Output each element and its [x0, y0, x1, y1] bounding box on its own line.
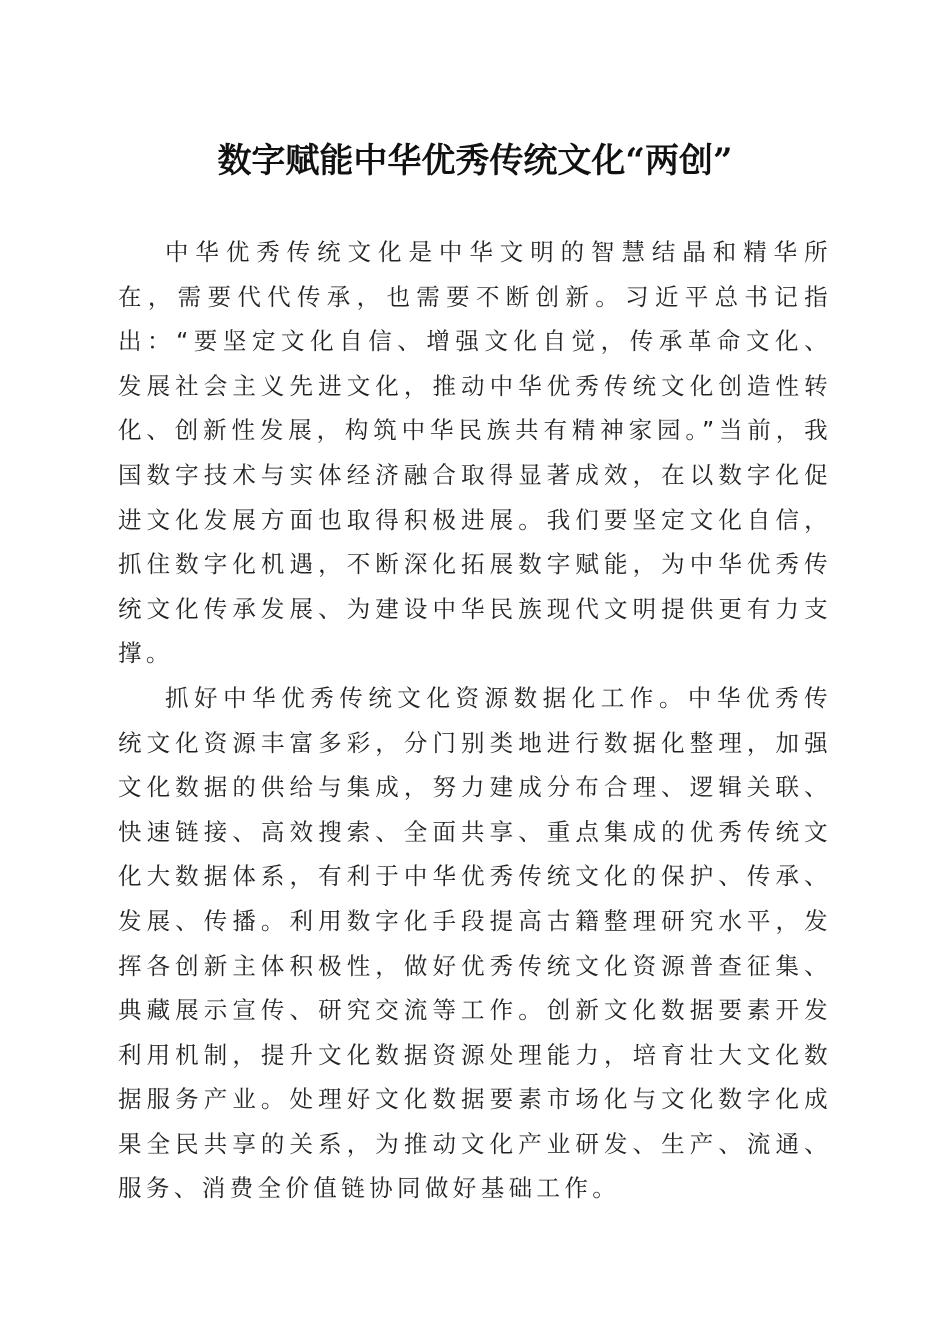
document-title: 数字赋能中华优秀传统文化“两创”	[217, 141, 733, 181]
document-body	[118, 230, 832, 1211]
paragraph-intro: 中华优秀传统文化是中华文明的智慧结晶和精华所在，需要代代传承，也需要不断创新。习近平总书记指出：“要坚定文化自信、增强文化自觉，传承革命文化、发展社会主义先进文化，推动中华优秀传统文化创造性转化、创新性发展，构筑中华民族共有精神家园。”当前，我国数字技术与实体经济融合取得显著成效，在以数字化促进文化发展方面也取得积极进展。我们要坚定文化自信，抓住数字化机遇，不断深化拓展数字赋能，为中华优秀传统文化传承发展、为建设中华民族现代文明提供更有力支撑。	[118, 238, 832, 668]
paragraph-data-resources: 抓好中华优秀传统文化资源数据化工作。中华优秀传统文化资源丰富多彩，分门别类地进行数据化整理，加强文化数据的供给与集成，努力建成分布合理、逻辑关联、快速链接、高效搜索、全面共享、重点集成的优秀传统文化大数据体系，有利于中华优秀传统文化的保护、传承、发展、传播。利用数字化手段提高古籍整理研究水平，发挥各创新主体积极性，做好优秀传统文化资源普查征集、典藏展示宣传、研究交流等工作。创新文化数据要素开发利用机制，提升文化数据资源处理能力，培育壮大文化数据服务产业。处理好文化数据要素市场化与文化数字化成果全民共享的关系，为推动文化产业研发、生产、流通、服务、消费全价值链协同做好基础工作。	[118, 683, 832, 1203]
